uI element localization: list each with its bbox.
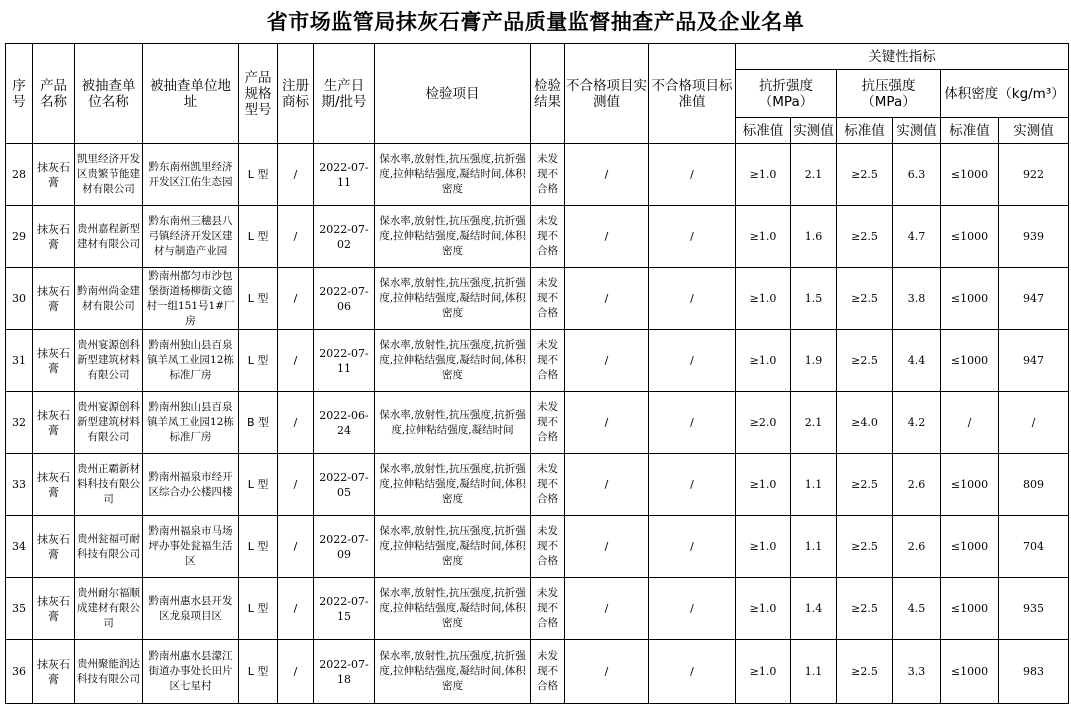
header-comp-standard: 标准值 xyxy=(837,118,893,144)
cell-comp-standard: ≥2.5 xyxy=(837,640,893,704)
cell-seq: 28 xyxy=(6,144,33,206)
cell-seq: 35 xyxy=(6,578,33,640)
cell-flex-standard: ≥1.0 xyxy=(736,454,791,516)
cell-result: 未发现不合格 xyxy=(531,516,565,578)
header-key-indicators: 关键性指标 xyxy=(736,44,1069,70)
cell-items: 保水率,放射性,抗压强度,抗折强度,拉伸粘结强度,凝结时间,体积密度 xyxy=(375,454,531,516)
header-flexural: 抗折强度（MPa） xyxy=(736,70,837,118)
cell-dens-standard: ≤1000 xyxy=(941,640,999,704)
header-address: 被抽查单位地址 xyxy=(143,44,239,144)
table-row xyxy=(6,392,1069,454)
cell-items: 保水率,放射性,抗压强度,抗折强度,拉伸粘结强度,凝结时间,体积密度 xyxy=(375,330,531,392)
cell-dens-standard: ≤1000 xyxy=(941,330,999,392)
cell-trademark: / xyxy=(278,516,314,578)
cell-spec: L 型 xyxy=(239,516,278,578)
cell-flex-standard: ≥1.0 xyxy=(736,206,791,268)
cell-items: 保水率,放射性,抗压强度,抗折强度,拉伸粘结强度,凝结时间,体积密度 xyxy=(375,206,531,268)
cell-comp-standard: ≥2.5 xyxy=(837,516,893,578)
cell-address: 黔南州独山县百泉镇羊凤工业园12栋标准厂房 xyxy=(143,330,239,392)
cell-company: 贵州嘉程新型建材有限公司 xyxy=(75,206,143,268)
cell-fail-measured: / xyxy=(565,268,649,330)
cell-dens-standard: ≤1000 xyxy=(941,578,999,640)
table-row xyxy=(6,330,1069,392)
cell-flex-measured: 2.1 xyxy=(791,144,837,206)
cell-dens-standard: ≤1000 xyxy=(941,206,999,268)
cell-result: 未发现不合格 xyxy=(531,392,565,454)
cell-date: 2022-07-11 xyxy=(314,144,375,206)
cell-company: 黔南州尚金建材有限公司 xyxy=(75,268,143,330)
cell-product: 抹灰石膏 xyxy=(33,578,75,640)
cell-fail-standard: / xyxy=(649,578,736,640)
cell-trademark: / xyxy=(278,206,314,268)
cell-fail-standard: / xyxy=(649,516,736,578)
cell-trademark: / xyxy=(278,454,314,516)
cell-seq: 34 xyxy=(6,516,33,578)
cell-date: 2022-07-05 xyxy=(314,454,375,516)
cell-date: 2022-07-02 xyxy=(314,206,375,268)
cell-fail-measured: / xyxy=(565,578,649,640)
cell-items: 保水率,放射性,抗压强度,抗折强度,拉伸粘结强度,凝结时间,体积密度 xyxy=(375,516,531,578)
cell-company: 贵州聚能润达科技有限公司 xyxy=(75,640,143,704)
cell-date: 2022-07-11 xyxy=(314,330,375,392)
cell-flex-measured: 1.1 xyxy=(791,454,837,516)
cell-comp-standard: ≥2.5 xyxy=(837,268,893,330)
cell-fail-standard: / xyxy=(649,144,736,206)
header-dens-standard: 标准值 xyxy=(941,118,999,144)
table-row xyxy=(6,640,1069,704)
header-compressive: 抗压强度（MPa） xyxy=(837,70,941,118)
header-flex-measured: 实测值 xyxy=(791,118,837,144)
cell-flex-standard: ≥2.0 xyxy=(736,392,791,454)
cell-address: 黔东南州三穗县八弓镇经济开发区建材与制造产业园 xyxy=(143,206,239,268)
page-title: 省市场监管局抹灰石膏产品质量监督抽查产品及企业名单 xyxy=(266,9,805,34)
header-dens-measured: 实测值 xyxy=(999,118,1069,144)
cell-fail-standard: / xyxy=(649,268,736,330)
cell-seq: 36 xyxy=(6,640,33,704)
table-row xyxy=(6,268,1069,330)
cell-comp-measured: 4.2 xyxy=(893,392,941,454)
header-fail-standard: 不合格项目标准值 xyxy=(649,44,736,144)
header-product: 产品名称 xyxy=(33,44,75,144)
cell-flex-standard: ≥1.0 xyxy=(736,330,791,392)
cell-trademark: / xyxy=(278,578,314,640)
cell-flex-standard: ≥1.0 xyxy=(736,144,791,206)
header-trademark: 注册商标 xyxy=(278,44,314,144)
cell-dens-measured: 939 xyxy=(999,206,1069,268)
header-fail-measured: 不合格项目实测值 xyxy=(565,44,649,144)
cell-product: 抹灰石膏 xyxy=(33,330,75,392)
cell-comp-measured: 4.5 xyxy=(893,578,941,640)
table-row xyxy=(6,206,1069,268)
cell-flex-measured: 1.4 xyxy=(791,578,837,640)
cell-dens-measured: 809 xyxy=(999,454,1069,516)
cell-flex-measured: 1.1 xyxy=(791,516,837,578)
cell-date: 2022-07-06 xyxy=(314,268,375,330)
cell-date: 2022-06-24 xyxy=(314,392,375,454)
cell-fail-measured: / xyxy=(565,330,649,392)
cell-address: 黔南州独山县百泉镇羊凤工业园12栋标准厂房 xyxy=(143,392,239,454)
cell-fail-measured: / xyxy=(565,516,649,578)
cell-product: 抹灰石膏 xyxy=(33,268,75,330)
cell-comp-standard: ≥2.5 xyxy=(837,330,893,392)
cell-date: 2022-07-09 xyxy=(314,516,375,578)
cell-address: 黔东南州凯里经济开发区江佑生态园 xyxy=(143,144,239,206)
cell-trademark: / xyxy=(278,640,314,704)
cell-items: 保水率,放射性,抗压强度,抗折强度,拉伸粘结强度,凝结时间 xyxy=(375,392,531,454)
cell-dens-measured: / xyxy=(999,392,1069,454)
header-flex-standard: 标准值 xyxy=(736,118,791,144)
cell-dens-measured: 947 xyxy=(999,330,1069,392)
table-row xyxy=(6,516,1069,578)
cell-company: 贵州宴源创科新型建筑材料有限公司 xyxy=(75,392,143,454)
cell-seq: 29 xyxy=(6,206,33,268)
cell-comp-measured: 4.4 xyxy=(893,330,941,392)
cell-dens-measured: 922 xyxy=(999,144,1069,206)
cell-fail-measured: / xyxy=(565,640,649,704)
cell-comp-measured: 2.6 xyxy=(893,516,941,578)
cell-dens-measured: 947 xyxy=(999,268,1069,330)
header-items: 检验项目 xyxy=(375,44,531,144)
cell-dens-standard: ≤1000 xyxy=(941,454,999,516)
cell-flex-standard: ≥1.0 xyxy=(736,268,791,330)
cell-flex-standard: ≥1.0 xyxy=(736,640,791,704)
cell-trademark: / xyxy=(278,392,314,454)
cell-fail-measured: / xyxy=(565,206,649,268)
cell-result: 未发现不合格 xyxy=(531,330,565,392)
cell-address: 黔南州福泉市马场坪办事处瓮福生活区 xyxy=(143,516,239,578)
cell-product: 抹灰石膏 xyxy=(33,144,75,206)
cell-address: 黔南州都匀市沙包堡街道杨柳街文德村一组151号1#厂房 xyxy=(143,268,239,330)
cell-spec: L 型 xyxy=(239,640,278,704)
cell-dens-measured: 935 xyxy=(999,578,1069,640)
header-result: 检验结果 xyxy=(531,44,565,144)
cell-company: 贵州耐尔福顺成建材有限公司 xyxy=(75,578,143,640)
cell-seq: 31 xyxy=(6,330,33,392)
cell-items: 保水率,放射性,抗压强度,抗折强度,拉伸粘结强度,凝结时间,体积密度 xyxy=(375,144,531,206)
cell-product: 抹灰石膏 xyxy=(33,454,75,516)
cell-company: 贵州正霸新材料科技有限公司 xyxy=(75,454,143,516)
cell-seq: 32 xyxy=(6,392,33,454)
cell-comp-standard: ≥2.5 xyxy=(837,144,893,206)
cell-product: 抹灰石膏 xyxy=(33,640,75,704)
cell-address: 黔南州惠水县濛江街道办事处长田片区七星村 xyxy=(143,640,239,704)
cell-flex-measured: 1.6 xyxy=(791,206,837,268)
cell-flex-measured: 1.1 xyxy=(791,640,837,704)
cell-comp-measured: 2.6 xyxy=(893,454,941,516)
cell-fail-standard: / xyxy=(649,392,736,454)
cell-spec: L 型 xyxy=(239,330,278,392)
table-row xyxy=(6,144,1069,206)
header-density: 体积密度（kg/m³） xyxy=(941,70,1069,118)
cell-result: 未发现不合格 xyxy=(531,640,565,704)
cell-flex-standard: ≥1.0 xyxy=(736,578,791,640)
cell-comp-measured: 6.3 xyxy=(893,144,941,206)
cell-fail-standard: / xyxy=(649,454,736,516)
cell-trademark: / xyxy=(278,330,314,392)
cell-date: 2022-07-15 xyxy=(314,578,375,640)
cell-comp-standard: ≥2.5 xyxy=(837,578,893,640)
header-spec: 产品规格型号 xyxy=(239,44,278,144)
cell-address: 黔南州惠水县开发区龙泉项目区 xyxy=(143,578,239,640)
cell-dens-measured: 704 xyxy=(999,516,1069,578)
cell-date: 2022-07-18 xyxy=(314,640,375,704)
cell-spec: L 型 xyxy=(239,268,278,330)
cell-items: 保水率,放射性,抗压强度,抗折强度,拉伸粘结强度,凝结时间,体积密度 xyxy=(375,578,531,640)
cell-spec: L 型 xyxy=(239,206,278,268)
cell-flex-measured: 2.1 xyxy=(791,392,837,454)
cell-result: 未发现不合格 xyxy=(531,578,565,640)
cell-comp-standard: ≥2.5 xyxy=(837,454,893,516)
cell-trademark: / xyxy=(278,144,314,206)
header-company: 被抽查单位名称 xyxy=(75,44,143,144)
cell-fail-measured: / xyxy=(565,392,649,454)
cell-product: 抹灰石膏 xyxy=(33,206,75,268)
cell-flex-measured: 1.5 xyxy=(791,268,837,330)
cell-dens-measured: 983 xyxy=(999,640,1069,704)
cell-comp-measured: 4.7 xyxy=(893,206,941,268)
cell-product: 抹灰石膏 xyxy=(33,516,75,578)
cell-result: 未发现不合格 xyxy=(531,454,565,516)
cell-comp-measured: 3.3 xyxy=(893,640,941,704)
cell-product: 抹灰石膏 xyxy=(33,392,75,454)
cell-comp-measured: 3.8 xyxy=(893,268,941,330)
cell-fail-standard: / xyxy=(649,206,736,268)
header-comp-measured: 实测值 xyxy=(893,118,941,144)
cell-fail-measured: / xyxy=(565,144,649,206)
cell-spec: L 型 xyxy=(239,578,278,640)
cell-address: 黔南州福泉市经开区综合办公楼四楼 xyxy=(143,454,239,516)
cell-seq: 33 xyxy=(6,454,33,516)
header-seq: 序号 xyxy=(6,44,33,144)
cell-company: 贵州瓮福可耐科技有限公司 xyxy=(75,516,143,578)
cell-trademark: / xyxy=(278,268,314,330)
cell-result: 未发现不合格 xyxy=(531,206,565,268)
cell-dens-standard: ≤1000 xyxy=(941,268,999,330)
cell-result: 未发现不合格 xyxy=(531,144,565,206)
cell-spec: L 型 xyxy=(239,144,278,206)
cell-company: 贵州宴源创科新型建筑材料有限公司 xyxy=(75,330,143,392)
cell-items: 保水率,放射性,抗压强度,抗折强度,拉伸粘结强度,凝结时间,体积密度 xyxy=(375,640,531,704)
cell-items: 保水率,放射性,抗压强度,抗折强度,拉伸粘结强度,凝结时间,体积密度 xyxy=(375,268,531,330)
table-row xyxy=(6,578,1069,640)
cell-spec: B 型 xyxy=(239,392,278,454)
cell-comp-standard: ≥4.0 xyxy=(837,392,893,454)
cell-fail-measured: / xyxy=(565,454,649,516)
cell-flex-measured: 1.9 xyxy=(791,330,837,392)
cell-dens-standard: ≤1000 xyxy=(941,516,999,578)
cell-fail-standard: / xyxy=(649,330,736,392)
cell-spec: L 型 xyxy=(239,454,278,516)
inspection-table xyxy=(5,43,1069,704)
cell-fail-standard: / xyxy=(649,640,736,704)
cell-flex-standard: ≥1.0 xyxy=(736,516,791,578)
cell-dens-standard: / xyxy=(941,392,999,454)
cell-comp-standard: ≥2.5 xyxy=(837,206,893,268)
header-date: 生产日期/批号 xyxy=(314,44,375,144)
cell-company: 凯里经济开发区贵繁节能建材有限公司 xyxy=(75,144,143,206)
table-row xyxy=(6,454,1069,516)
cell-result: 未发现不合格 xyxy=(531,268,565,330)
cell-seq: 30 xyxy=(6,268,33,330)
cell-dens-standard: ≤1000 xyxy=(941,144,999,206)
